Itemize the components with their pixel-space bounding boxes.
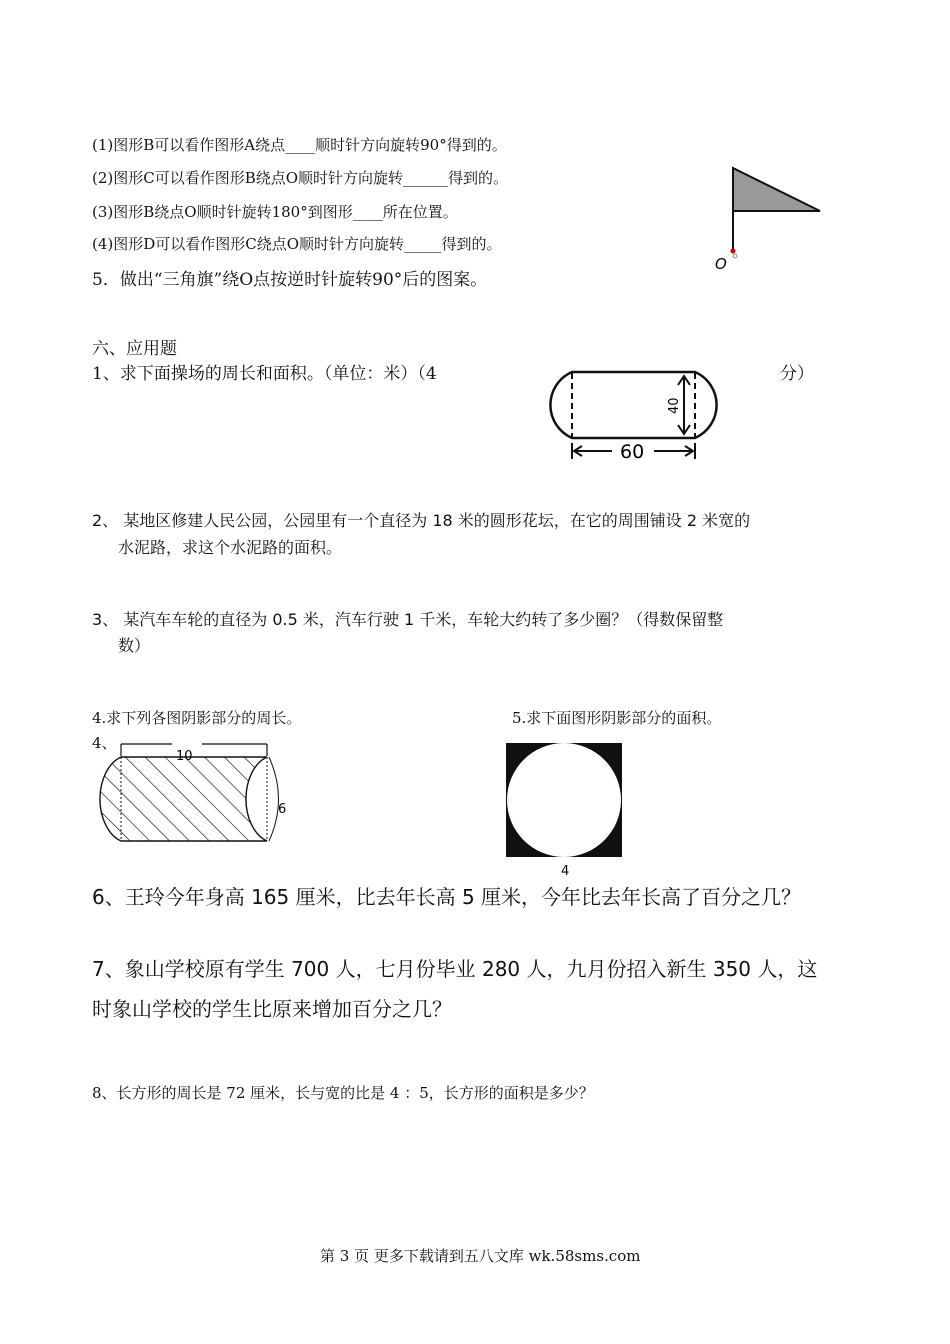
playground-outline [550, 372, 716, 438]
page-footer: 第 3 页 更多下载请到五八文库 wk.58sms.com [320, 1247, 641, 1265]
circle-in-square-figure [505, 742, 625, 877]
point-o-label: O [715, 255, 727, 273]
problem-6-text: 6、王玲今年身高 165 厘米，比去年长高 5 厘米，今年比去年长高了百分之几？ [92, 885, 802, 909]
side-dimension-arc [269, 757, 279, 841]
shaded-perimeter-figure [88, 740, 298, 845]
problem-2-line-1: 2、 某地区修建人民公园，公园里有一个直径为 18 米的圆形花坛，在它的周围铺设 2 米宽的 [92, 511, 751, 530]
point-o-ring [733, 254, 737, 258]
problem-1-score: 分） [780, 364, 814, 384]
rotation-question-3: (3)图形B绕点O顺时针旋转180°到图形____所在位置。 [92, 203, 458, 221]
rotation-question-2: (2)图形C可以看作图形B绕点O顺时针方向旋转______得到的。 [92, 169, 509, 187]
shaded-region [100, 757, 267, 841]
rotation-question-4: (4)图形D可以看作图形C绕点O顺时针方向旋转_____得到的。 [92, 235, 502, 253]
problem-4-title: 4.求下列各图阴影部分的周长。 [92, 709, 302, 727]
triangle-flag [733, 168, 820, 211]
problem-7-line-1: 7、象山学校原有学生 700 人，七月份毕业 280 人，九月份招入新生 350 人，这 [92, 957, 818, 981]
point-o-marker [731, 249, 736, 254]
triangle-flag-figure [700, 160, 830, 275]
length-label: 60 [620, 441, 645, 463]
problem-8-text: 8、长方形的周长是 72 厘米，长与宽的比是 4 ：5，长方形的面积是多少？ [92, 1084, 594, 1102]
problem-2-line-2: 水泥路，求这个水泥路的面积。 [118, 538, 343, 557]
white-circle [507, 743, 621, 857]
square-side-label: 4 [561, 864, 570, 879]
problem-7-line-2: 时象山学校的学生比原来增加百分之几？ [92, 997, 452, 1021]
flag-rotation-question: 5．做出“三角旗”绕O点按逆时针旋转90°后的图案。 [92, 270, 488, 290]
problem-4-sub-label: 4、 [92, 734, 117, 752]
problem-1-text: 1、求下面操场的周长和面积。（单位：米）（4 [92, 364, 437, 384]
problem-3-line-1: 3、 某汽车车轮的直径为 0.5 米，汽车行驶 1 千米，车轮大约转了多少圈？（得数保留整 [92, 610, 724, 629]
playground-figure [520, 365, 750, 465]
width-label: 40 [667, 397, 682, 414]
problem-3-line-2: 数） [118, 636, 151, 655]
problem-5-title: 5.求下面图形阴影部分的面积。 [512, 709, 722, 727]
side-length-label: 6 [278, 802, 287, 817]
section-heading: 六、应用题 [92, 339, 177, 359]
rotation-question-1: (1)图形B可以看作图形A绕点____顺时针方向旋转90°得到的。 [92, 136, 507, 154]
